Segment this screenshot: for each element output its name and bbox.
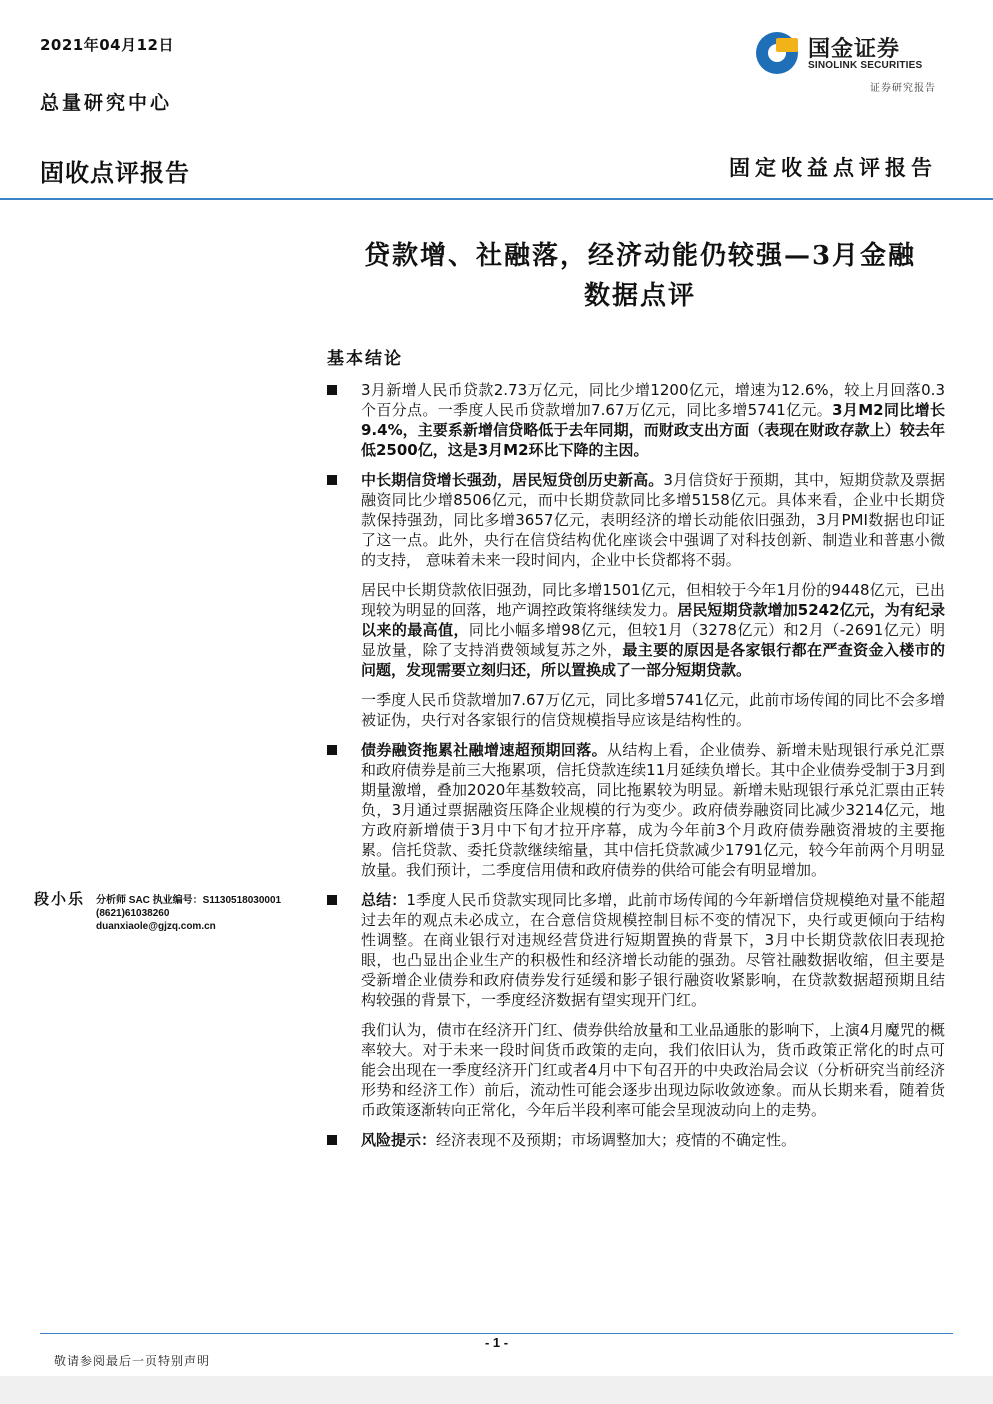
report-type-left: 固收点评报告 xyxy=(40,159,190,187)
paragraph-bond-outlook: 我们认为，债市在经济开门红、债券供给放量和工业品通胀的影响下，上演4月魔咒的概率较大。对于未来一段时间货币政策的走向，我们依旧认为，货币政策正常化的时点可能会出现在一季度经济开门红或者4月中下旬召开的中央政治局会议（分析研究当前经济形势和经济工作）前后，流动性可能会逐步出现边际收敛迹象。而从长期来看，随着货币政策逐渐转向正常化，今年后半段利率可能会呈现波动向上的走势。 xyxy=(361,1021,945,1119)
bullet-item-medium-long-credit: 中长期信贷增长强劲，居民短贷创历史新高。3月信贷好于预期，其中，短期贷款及票据融资同比少增8506亿元，而中长期贷款同比多增5158亿元。具体来看，企业中长期贷款保持强劲，同比多增3657亿元，表明经济的增长动能依旧强劲，3月PMI数据也印证了这一点。此外，央行在信贷结构优化座谈会中强调了对科技创新、制造业和普惠小微的支持， 意味着未来一段时间内，企业中长贷都将不弱。 xyxy=(327,470,945,570)
paragraph-q1-loans: 一季度人民币贷款增加7.67万亿元，同比多增5741亿元，此前市场传闻的同比不会多增被证伪，央行对各家银行的信贷规模指导应该是结构性的。 xyxy=(361,691,945,729)
bullet-square-icon xyxy=(327,475,337,485)
logo-cn: 国金证券 xyxy=(808,37,901,62)
footer-divider xyxy=(40,1333,953,1334)
section-heading: 基本结论 xyxy=(327,349,403,369)
header-divider xyxy=(0,198,993,200)
page-number: - 1 - xyxy=(484,1335,509,1350)
analyst-sac-id: 分析师 SAC 执业编号：S1130518030001 xyxy=(96,895,282,906)
bullet-square-icon xyxy=(327,745,337,755)
research-center: 总量研究中心 xyxy=(40,92,173,114)
bullet-item-summary: 总结：1季度人民币贷款实现同比多增，此前市场传闻的今年新增信贷规模绝对量不能超过去年的观点未必成立，在合意信贷规模控制目标不变的情况下，央行或更倾向于结构性调整。在商业银行对违规经营贷进行短期置换的背景下，3月中长期贷款依旧表现抢眼，也凸显出企业生产的积极性和经济增长动能的强劲。尽管社融数据收缩，但主要是受新增企业债券和政府债券发行延缓和影子银行融资收紧影响，在贷款数据超预期且结构较强的背景下，一季度经济数据有望实现开门红。 xyxy=(327,890,945,1010)
logo-mark-icon xyxy=(756,32,798,74)
bottom-bar xyxy=(0,1376,993,1404)
title-line-2: 数据点评 xyxy=(583,281,696,311)
footer-disclaimer: 敬请参阅最后一页特别声明 xyxy=(54,1354,211,1368)
bullet-item-loans: 3月新增人民币贷款2.73万亿元，同比少增1200亿元，增速为12.6%，较上月回落0.3个百分点。一季度人民币贷款增加7.67万亿元，同比多增5741亿元。3月M2同比增长9.4%，主要系新增信贷略低于去年同期，而财政支出方面（表现在财政存款上）较去年低2500亿，这是3月M2环比下降的主因。 xyxy=(327,380,945,460)
bullet-square-icon xyxy=(327,1135,337,1145)
report-title xyxy=(310,236,970,316)
logo-subtitle: 证券研究报告 xyxy=(870,83,936,94)
analyst-phone: (8621)61038260 xyxy=(96,908,170,919)
title-line-1: 贷款增、社融落，经济动能仍较强—3月金融 xyxy=(363,241,917,271)
report-body xyxy=(327,380,945,1160)
bullet-square-icon xyxy=(327,895,337,905)
report-date: 2021年04月12日 xyxy=(40,36,174,54)
report-type-right: 固定收益点评报告 xyxy=(729,155,937,180)
company-logo xyxy=(756,30,946,76)
analyst-name: 段小乐 xyxy=(34,890,86,908)
paragraph-household-loans: 居民中长期贷款依旧强劲，同比多增1501亿元，但相较于今年1月份的9448亿元，已出现较为明显的回落，地产调控政策将继续发力。居民短期贷款增加5242亿元，为有纪录以来的最高值，同比小幅多增98亿元，但较1月（3278亿元）和2月（-2691亿元）明显放量，除了支持消费领域复苏之外，最主要的原因是各家银行都在严查资金入楼市的问题，发现需要立刻归还，所以置换成了一部分短期贷款。 xyxy=(361,581,945,679)
bullet-item-risk: 风险提示：经济表现不及预期；市场调整加大；疫情的不确定性。 xyxy=(327,1130,945,1150)
analyst-info xyxy=(96,894,281,933)
bullet-item-bond-financing: 债券融资拖累社融增速超预期回落。从结构上看，企业债券、新增未贴现银行承兑汇票和政府债券是前三大拖累项，信托贷款连续11月延续负增长。其中企业债券受制于3月到期量激增，叠加2020年基数较高，同比拖累较为明显。新增未贴现银行承兑汇票由正转负，3月通过票据融资压降企业规模的行为变少。政府债券融资同比减少3214亿元，地方政府新增债于3月中下旬才拉开序幕，成为今年前3个月政府债券融资滑坡的主要拖累。信托贷款、委托贷款继续缩量，其中信托贷款减少1791亿元，较今年前两个月明显放量。我们预计，二季度信用债和政府债券的供给可能会有明显增加。 xyxy=(327,740,945,880)
bullet-square-icon xyxy=(327,385,337,395)
logo-en: SINOLINK SECURITIES xyxy=(808,60,923,71)
analyst-email: duanxiaole@gjzq.com.cn xyxy=(96,921,216,932)
